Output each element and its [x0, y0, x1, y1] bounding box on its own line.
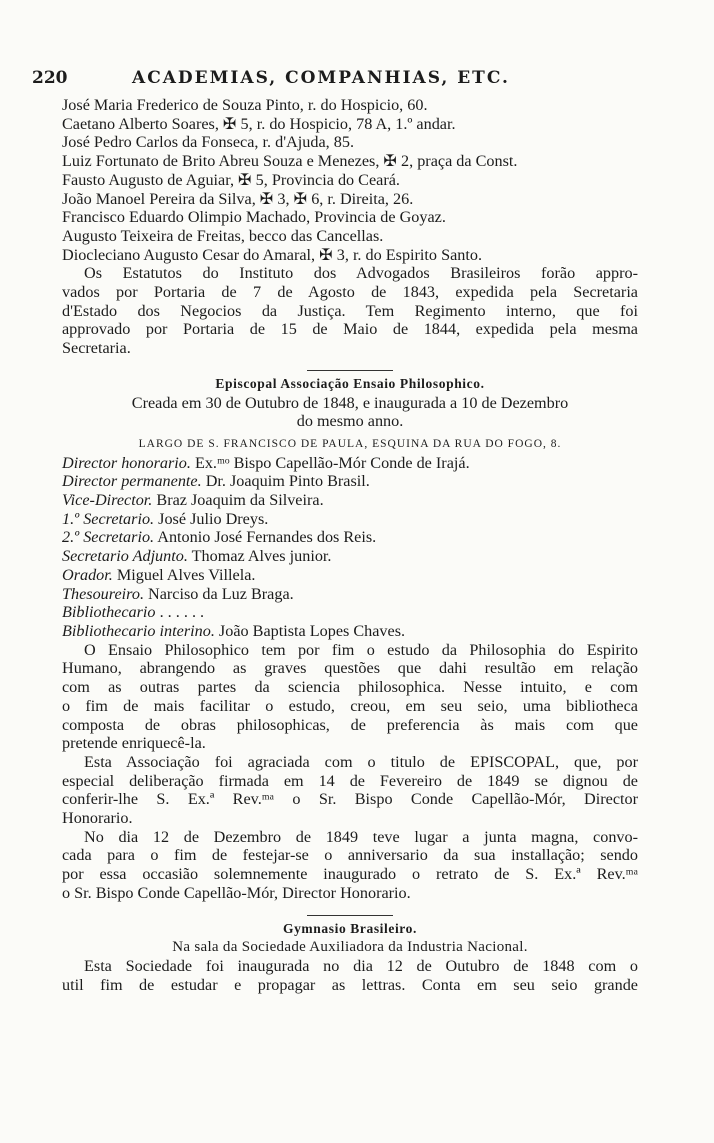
member-entry: Diocleciano Augusto Cesar do Amaral, ✠ 3, r. do Espirito Santo. — [62, 245, 482, 264]
officer-row — [62, 454, 638, 473]
paragraph-line: O Ensaio Philosophico tem por fim o estudo da Philosophia do Espirito — [84, 640, 638, 659]
section-divider — [307, 370, 393, 371]
officer-row — [62, 547, 638, 566]
officer-role: Director permanente. — [62, 472, 202, 491]
running-head: ACADEMIAS, COMPANHIAS, ETC. — [132, 68, 510, 88]
paragraph-line: especial deliberação firmada em 14 de Fevereiro de 1849 se dignou de — [62, 771, 638, 790]
officer-role: Vice-Director. — [62, 491, 153, 510]
officer-row — [62, 491, 638, 510]
member-entry: Caetano Alberto Soares, ✠ 5, r. do Hospicio, 78 A, 1.º andar. — [62, 114, 456, 133]
officer-name: José Julio Dreys. — [158, 509, 269, 528]
member-entry: Augusto Teixeira de Freitas, becco das Cancellas. — [62, 226, 384, 245]
paragraph-line: vados por Portaria de 7 de Agosto de 1843, expedida pela Secretaria — [62, 283, 638, 302]
officer-row — [62, 585, 638, 604]
ensaio-paragraph-2 — [62, 753, 638, 828]
officer-row — [62, 472, 638, 491]
paragraph-line: com as outras partes da sciencia philosophica. Nesse intuito, e com — [62, 678, 638, 697]
officer-row — [62, 622, 638, 641]
member-entry: Fausto Augusto de Aguiar, ✠ 5, Provincia do Ceará. — [62, 170, 400, 189]
officer-name: Thomaz Alves junior. — [191, 547, 332, 566]
paragraph-line: o fim de mais facilitar o estudo, creou, em seu seio, uma bibliotheca — [62, 696, 638, 715]
paragraph-line: por essa occasião solemnemente inaugurado o retrato de S. Ex.ª Rev.ᵐᵃ — [62, 865, 638, 884]
member-entry: Luiz Fortunato de Brito Abreu Souza e Menezes, ✠ 2, praça da Const. — [62, 152, 518, 171]
paragraph-line: Honorario. — [62, 809, 133, 828]
officer-role: Secretario Adjunto. — [62, 547, 188, 566]
officer-role: 2.º Secretario. — [62, 528, 155, 547]
paragraph-line: No dia 12 de Dezembro de 1849 teve lugar a junta magna, convo- — [84, 827, 638, 846]
member-entry: Francisco Eduardo Olimpio Machado, Provincia de Goyaz. — [62, 208, 446, 227]
paragraph-line: cada para o fim de festejar-se o anniversario da sua installação; sendo — [62, 846, 638, 865]
paragraph-line: o Sr. Bispo Conde Capellão-Mór, Director Honorario. — [62, 883, 411, 902]
page-header — [32, 68, 632, 92]
page-number: 220 — [32, 68, 68, 88]
officer-list — [62, 454, 638, 641]
section-title: Gymnasio Brasileiro. — [282, 920, 417, 936]
section-divider — [307, 915, 393, 916]
section-title: Episcopal Associação Ensaio Philosophico. — [215, 375, 485, 391]
member-entry: João Manoel Pereira da Silva, ✠ 3, ✠ 6, r. Direita, 26. — [62, 189, 414, 208]
officer-row — [62, 528, 638, 547]
paragraph-line: composta de obras philosophicas, de preferencia às mais com que — [62, 715, 638, 734]
officer-name: Braz Joaquim da Silveira. — [156, 491, 324, 510]
paragraph-line: conferir-lhe S. Ex.ª Rev.ᵐᵃ o Sr. Bispo Conde Capellão-Mór, Director — [62, 790, 638, 809]
paragraph-line: approvado por Portaria de 15 de Maio de 1844, expedida pela mesma — [62, 320, 638, 339]
paragraph-line: Esta Associação foi agraciada com o titulo de EPISCOPAL, que, por — [84, 752, 638, 771]
officer-role: Director honorario. — [62, 453, 191, 472]
section-subtitle: Na sala da Sociedade Auxiliadora da Industria Nacional. — [172, 939, 528, 956]
gymnasio-section — [62, 920, 638, 995]
founding-line: do mesmo anno. — [296, 412, 404, 431]
paragraph-line: Humano, abrangendo as graves questões que dahi resultão em relação — [62, 659, 638, 678]
officer-role: Thesoureiro. — [62, 584, 144, 603]
section-address: LARGO DE S. FRANCISCO DE PAULA, ESQUINA DA RUA DO FOGO, 8. — [138, 437, 562, 450]
paragraph-line: d'Estado dos Negocios da Justiça. Tem Regimento interno, que foi — [62, 301, 638, 320]
officer-role: Bibliothecario interino. — [62, 621, 215, 640]
ensaio-paragraph-3 — [62, 828, 638, 903]
member-entry: José Pedro Carlos da Fonseca, r. d'Ajuda, 85. — [62, 133, 354, 152]
officer-name: Dr. Joaquim Pinto Brasil. — [205, 472, 370, 491]
officer-name: Narciso da Luz Braga. — [148, 584, 294, 603]
ensaio-paragraph-1 — [62, 641, 638, 753]
officer-role: Bibliothecario — [62, 603, 156, 622]
officer-name: João Baptista Lopes Chaves. — [218, 621, 406, 640]
officer-name: Antonio José Fernandes dos Reis. — [157, 528, 377, 547]
officer-row — [62, 603, 638, 622]
member-entry: José Maria Frederico de Souza Pinto, r. do Hospicio, 60. — [62, 96, 428, 114]
member-list — [62, 96, 638, 264]
paragraph-line: pretende enriquecê-la. — [62, 734, 206, 753]
officer-row — [62, 510, 638, 529]
founding-line: Creada em 30 de Outubro de 1848, e inaugurada a 10 de Dezembro — [131, 393, 569, 412]
paragraph-line: Os Estatutos do Instituto dos Advogados Brasileiros forão appro- — [84, 264, 638, 283]
estatutos-paragraph — [62, 264, 638, 358]
paragraph-line: Esta Sociedade foi inaugurada no dia 12 de Outubro de 1848 com o — [84, 956, 638, 975]
officer-name: Ex.ᵐᵒ Bispo Capellão-Mór Conde de Irajá. — [194, 453, 470, 472]
page-content — [62, 96, 638, 994]
officer-role: 1.º Secretario. — [62, 509, 155, 528]
paragraph-line: Secretaria. — [62, 339, 131, 358]
officer-role: Orador. — [62, 565, 113, 584]
officer-name: Miguel Alves Villela. — [116, 565, 256, 584]
officer-row — [62, 566, 638, 585]
paragraph-line: util fim de estudar e propagar as lettras. Conta em seu seio grande — [62, 975, 638, 994]
officer-name: . . . . . . — [159, 603, 205, 622]
ensaio-section — [62, 375, 638, 903]
